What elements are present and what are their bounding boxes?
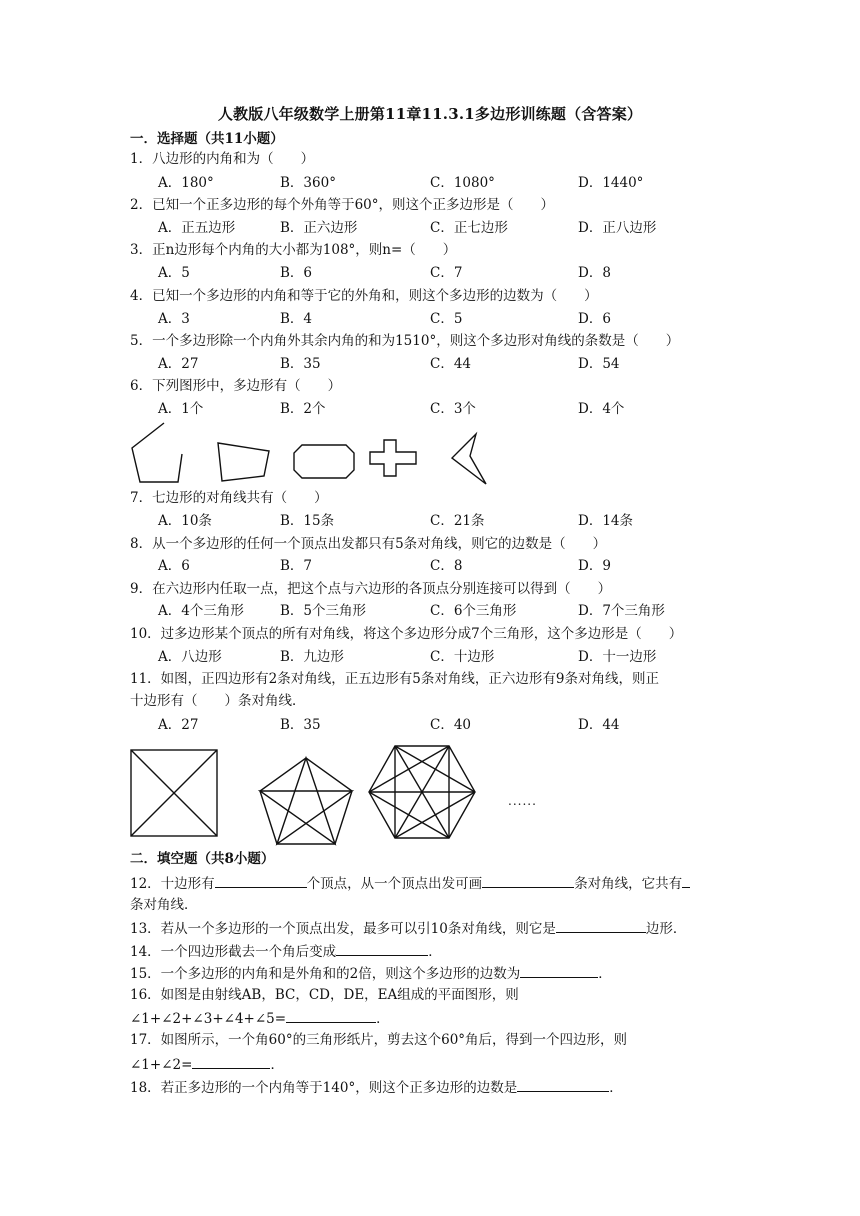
option-b[interactable]: B．35: [280, 717, 321, 733]
section-choice-heading: 一．选择题（共11小题）: [130, 131, 284, 147]
option-b[interactable]: B．正六边形: [280, 220, 358, 236]
question-11-options: [158, 716, 758, 734]
question-6: 6．下列图形中，多边形有（ ）: [130, 378, 342, 394]
q11-hexagon-figure: [367, 744, 477, 840]
answer-blank[interactable]: [517, 1077, 609, 1092]
question-17: 17．如图所示，一个角60°的三角形纸片，剪去这个60°角后，得到一个四边形，则: [130, 1032, 628, 1048]
option-c[interactable]: C．5: [430, 311, 463, 327]
answer-blank[interactable]: [336, 941, 428, 956]
option-a[interactable]: A．27: [158, 717, 199, 733]
q6-open-figure: [132, 423, 182, 482]
option-b[interactable]: B．7: [280, 558, 313, 574]
option-c[interactable]: C．十边形: [430, 649, 495, 665]
question-16: 16．如图是由射线AB，BC，CD，DE，EA组成的平面图形，则: [130, 987, 519, 1003]
answer-blank[interactable]: [192, 1054, 270, 1069]
option-a[interactable]: A．八边形: [158, 649, 222, 665]
answer-blank[interactable]: [286, 1008, 376, 1023]
question-1: 1．八边形的内角和为（ ）: [130, 151, 315, 167]
question-4: 4．已知一个多边形的内角和等于它的外角和，则这个多边形的边数为（ ）: [130, 288, 598, 304]
option-b[interactable]: B．2个: [280, 401, 326, 417]
question-3-options: [158, 264, 758, 282]
question-2-options: [158, 219, 758, 237]
answer-blank[interactable]: [520, 963, 598, 978]
option-d[interactable]: D．正八边形: [578, 220, 657, 236]
question-13: 13．若从一个多边形的一个顶点出发，最多可以引10条对角线，则它是 边形．: [130, 918, 686, 938]
option-a[interactable]: A．正五边形: [158, 220, 236, 236]
option-d[interactable]: D．十一边形: [578, 649, 657, 665]
option-b[interactable]: B．35: [280, 356, 321, 372]
option-c[interactable]: C．7: [430, 265, 463, 281]
question-11-line-1: 11．如图，正四边形有2条对角线，正五边形有5条对角线，正六边形有9条对角线，则正: [130, 671, 659, 687]
option-d[interactable]: D．8: [578, 265, 611, 281]
option-a[interactable]: A．1个: [158, 401, 204, 417]
answer-blank[interactable]: [215, 873, 307, 888]
question-8: 8．从一个多边形的任何一个顶点出发都只有5条对角线，则它的边数是（ ）: [130, 536, 607, 552]
option-a[interactable]: A．10条: [158, 513, 212, 529]
option-c[interactable]: C．44: [430, 356, 472, 372]
q6-arrowhead: [452, 434, 486, 484]
question-6-options: [158, 400, 758, 418]
option-d[interactable]: D．1440°: [578, 175, 644, 191]
question-10: 10．过多边形某个顶点的所有对角线，将这个多边形分成7个三角形，这个多边形是（ ）: [130, 626, 683, 642]
option-b[interactable]: B．360°: [280, 175, 336, 191]
answer-blank[interactable]: [482, 873, 574, 888]
q6-shapes-figure: [126, 418, 506, 488]
option-d[interactable]: D．9: [578, 558, 611, 574]
option-d[interactable]: D．6: [578, 311, 611, 327]
option-b[interactable]: B．6: [280, 265, 313, 281]
hexagon-diagonals: [369, 746, 475, 838]
question-1-options: [158, 174, 758, 192]
option-b[interactable]: B．5个三角形: [280, 603, 367, 619]
option-b[interactable]: B．九边形: [280, 649, 344, 665]
option-a[interactable]: A．27: [158, 356, 199, 372]
figure-ellipsis: ......: [508, 794, 537, 808]
question-12: 12．十边形有 个顶点，从一个顶点出发可画 条对角线，它共有: [130, 873, 690, 893]
question-15: 15．一个多边形的内角和是外角和的2倍，则这个多边形的边数为 ．: [130, 963, 612, 983]
question-5: 5．一个多边形除一个内角外其余内角的和为1510°，则这个多边形对角线的条数是（ ）: [130, 333, 680, 349]
question-3: 3．正n边形每个内角的大小都为108°，则n=（ ）: [130, 242, 457, 258]
option-d[interactable]: D．7个三角形: [578, 603, 665, 619]
answer-blank[interactable]: [682, 873, 690, 888]
option-c[interactable]: C．40: [430, 717, 472, 733]
q11-square-figure: [130, 749, 220, 839]
q6-cross: [370, 440, 416, 476]
question-10-options: [158, 648, 758, 666]
question-12-continued: 条对角线．: [130, 897, 198, 913]
question-17-continued: ∠1+∠2= ．: [130, 1054, 284, 1074]
option-d[interactable]: D．44: [578, 717, 620, 733]
option-c[interactable]: C．1080°: [430, 175, 495, 191]
section-fill-heading: 二．填空题（共8小题）: [130, 851, 275, 867]
question-9-options: [158, 602, 758, 620]
answer-blank[interactable]: [556, 918, 646, 933]
page-title: 人教版八年级数学上册第11章11.3.1多边形训练题（含答案）: [217, 105, 643, 123]
option-d[interactable]: D．54: [578, 356, 620, 372]
question-2: 2．已知一个正多边形的每个外角等于60°，则这个正多边形是（ ）: [130, 197, 555, 213]
option-a[interactable]: A．180°: [158, 175, 214, 191]
question-8-options: [158, 557, 758, 575]
question-18: 18．若正多边形的一个内角等于140°，则这个正多边形的边数是 ．: [130, 1077, 623, 1097]
question-7-options: [158, 512, 758, 530]
q11-pentagon-figure: [257, 756, 355, 846]
option-c[interactable]: C．正七边形: [430, 220, 508, 236]
q6-octagon: [294, 445, 354, 478]
question-7: 7．七边形的对角线共有（ ）: [130, 490, 328, 506]
question-14: 14．一个四边形截去一个角后变成 ．: [130, 941, 442, 961]
option-c[interactable]: C．21条: [430, 513, 485, 529]
option-a[interactable]: A．6: [158, 558, 190, 574]
question-4-options: [158, 310, 758, 328]
option-c[interactable]: C．6个三角形: [430, 603, 517, 619]
option-b[interactable]: B．15条: [280, 513, 335, 529]
question-5-options: [158, 355, 758, 373]
option-c[interactable]: C．3个: [430, 401, 476, 417]
option-a[interactable]: A．5: [158, 265, 190, 281]
pentagon-star-diagonals: [260, 758, 352, 844]
q6-quadrilateral: [218, 443, 269, 481]
option-a[interactable]: A．4个三角形: [158, 603, 244, 619]
option-a[interactable]: A．3: [158, 311, 190, 327]
question-11-line-2: 十边形有（ ）条对角线．: [130, 693, 306, 709]
question-9: 9．在六边形内任取一点，把这个点与六边形的各顶点分别连接可以得到（ ）: [130, 581, 612, 597]
option-c[interactable]: C．8: [430, 558, 463, 574]
option-d[interactable]: D．4个: [578, 401, 625, 417]
option-d[interactable]: D．14条: [578, 513, 634, 529]
option-b[interactable]: B．4: [280, 311, 313, 327]
question-16-continued: ∠1+∠2+∠3+∠4+∠5= ．: [130, 1008, 390, 1028]
